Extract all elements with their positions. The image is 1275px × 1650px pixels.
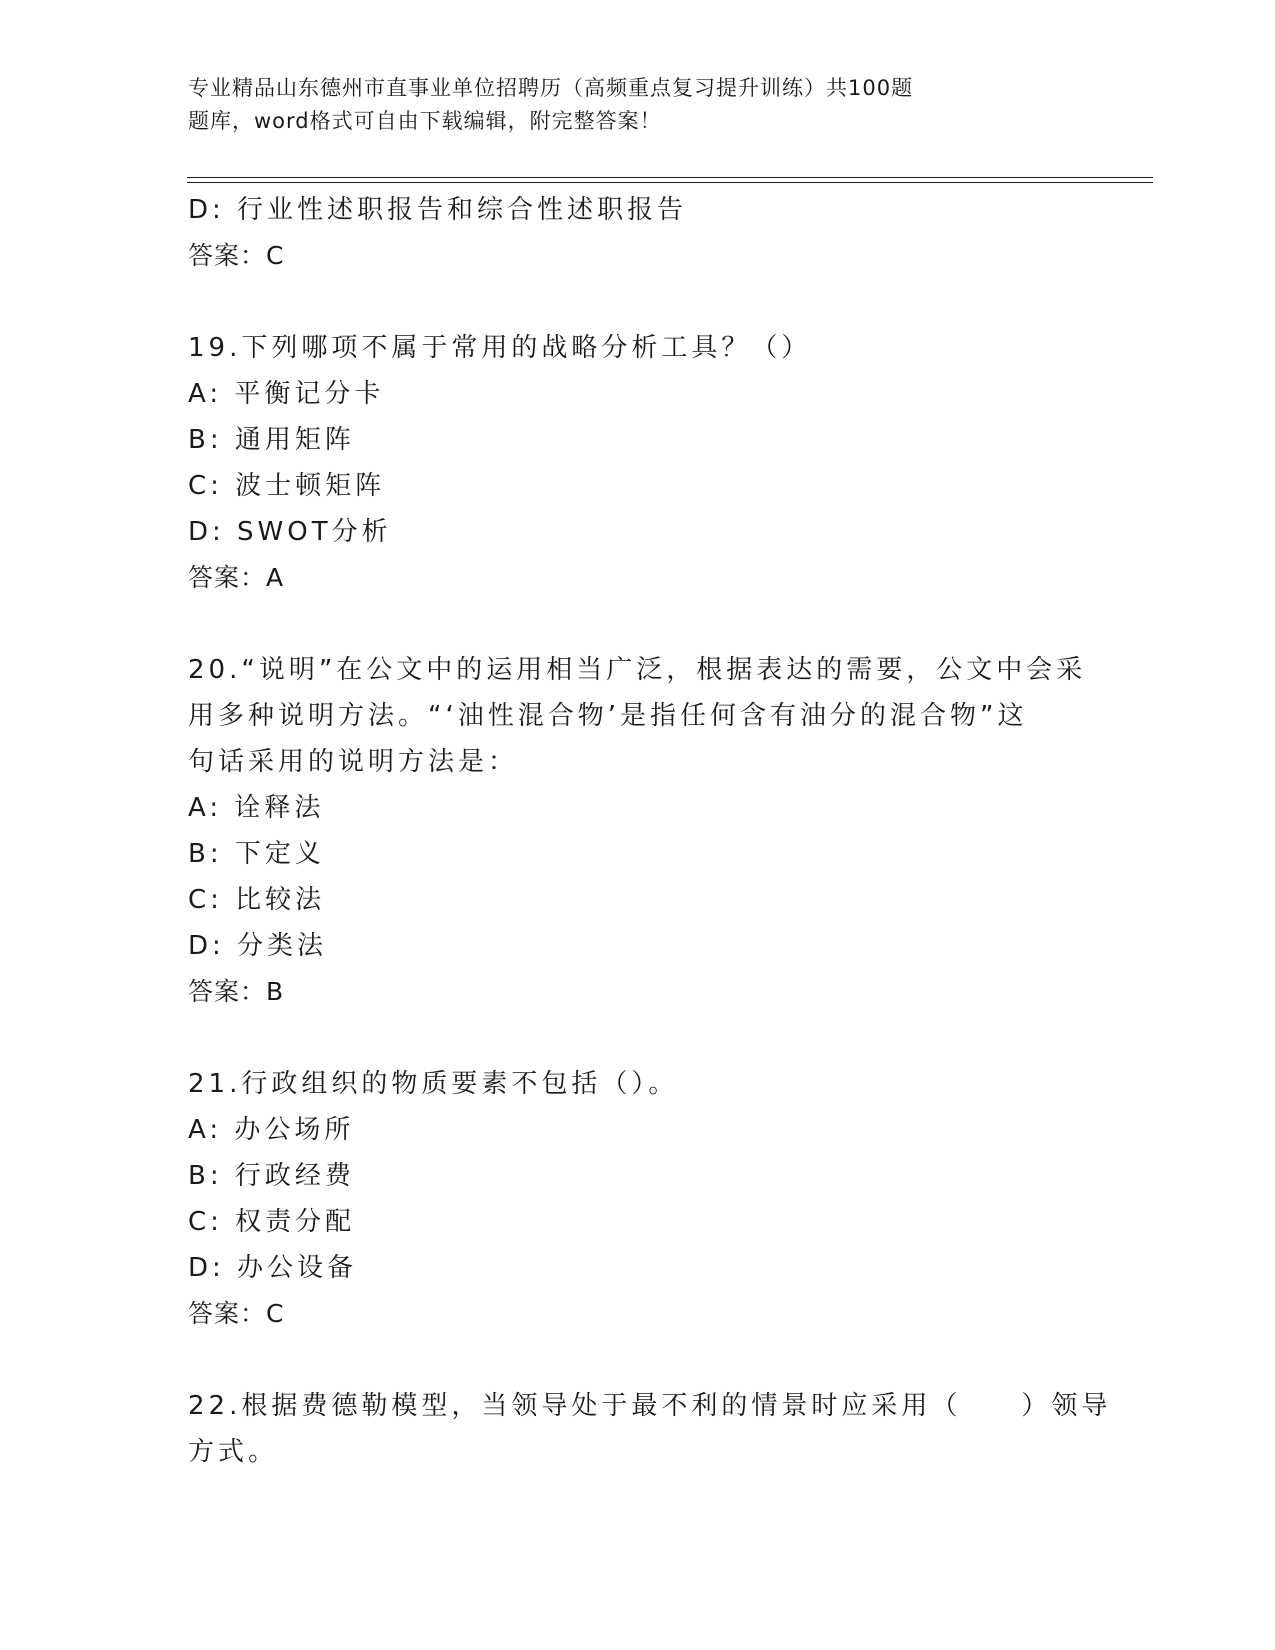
- question-list: [188, 187, 1112, 1475]
- option-d: D: 行业性述职报告和综合性述职报告: [188, 195, 688, 225]
- header-divider-top: [187, 177, 1153, 178]
- spacer: [188, 1337, 1088, 1383]
- answer: 答案：C: [188, 241, 285, 270]
- spacer: [188, 601, 1088, 647]
- option-d: D: 分类法: [188, 931, 328, 961]
- header-title-line-2: 题库，word格式可自由下载编辑，附完整答案！: [188, 109, 662, 133]
- option-a: A: 诠释法: [188, 793, 325, 823]
- option-c: C: 波士顿矩阵: [188, 471, 386, 501]
- question-text-line-2: 方式。: [188, 1437, 279, 1467]
- option-d: D: 办公设备: [188, 1253, 358, 1283]
- option-c: C: 比较法: [188, 885, 326, 915]
- option-a: A: 平衡记分卡: [188, 379, 385, 409]
- question-18-tail: [188, 187, 1088, 279]
- question-20: [188, 647, 1088, 1015]
- question-text: 21.行政组织的物质要素不包括（）。: [188, 1069, 679, 1099]
- answer: 答案：C: [188, 1299, 285, 1328]
- question-text-line-3: 句话采用的说明方法是：: [188, 747, 519, 777]
- header-divider-bottom: [187, 182, 1153, 183]
- spacer: [188, 279, 1088, 325]
- option-c: C: 权责分配: [188, 1207, 356, 1237]
- question-22: [188, 1383, 1112, 1475]
- question-19: [188, 325, 1088, 601]
- question-text-line-1: 22.根据费德勒模型，当领导处于最不利的情景时应采用（ ）领导: [188, 1391, 1112, 1421]
- question-text-line-2: 用多种说明方法。“‘油性混合物’是指任何含有油分的混合物”这: [188, 701, 1028, 731]
- spacer: [188, 1015, 1088, 1061]
- answer: 答案：A: [188, 563, 285, 592]
- question-21: [188, 1061, 1088, 1337]
- option-a: A: 办公场所: [188, 1115, 355, 1145]
- option-b: B: 行政经费: [188, 1161, 355, 1191]
- document-header: [188, 72, 1028, 138]
- answer: 答案：B: [188, 977, 285, 1006]
- question-text: 19.下列哪项不属于常用的战略分析工具？（）: [188, 333, 812, 363]
- question-text-line-1: 20.“说明”在公文中的运用相当广泛，根据表达的需要，公文中会采: [188, 655, 1087, 685]
- option-d: D: SWOT分析: [188, 517, 392, 547]
- option-b: B: 通用矩阵: [188, 425, 355, 455]
- option-b: B: 下定义: [188, 839, 325, 869]
- header-title-line-1: 专业精品山东德州市直事业单位招聘历（高频重点复习提升训练）共100题: [188, 76, 914, 100]
